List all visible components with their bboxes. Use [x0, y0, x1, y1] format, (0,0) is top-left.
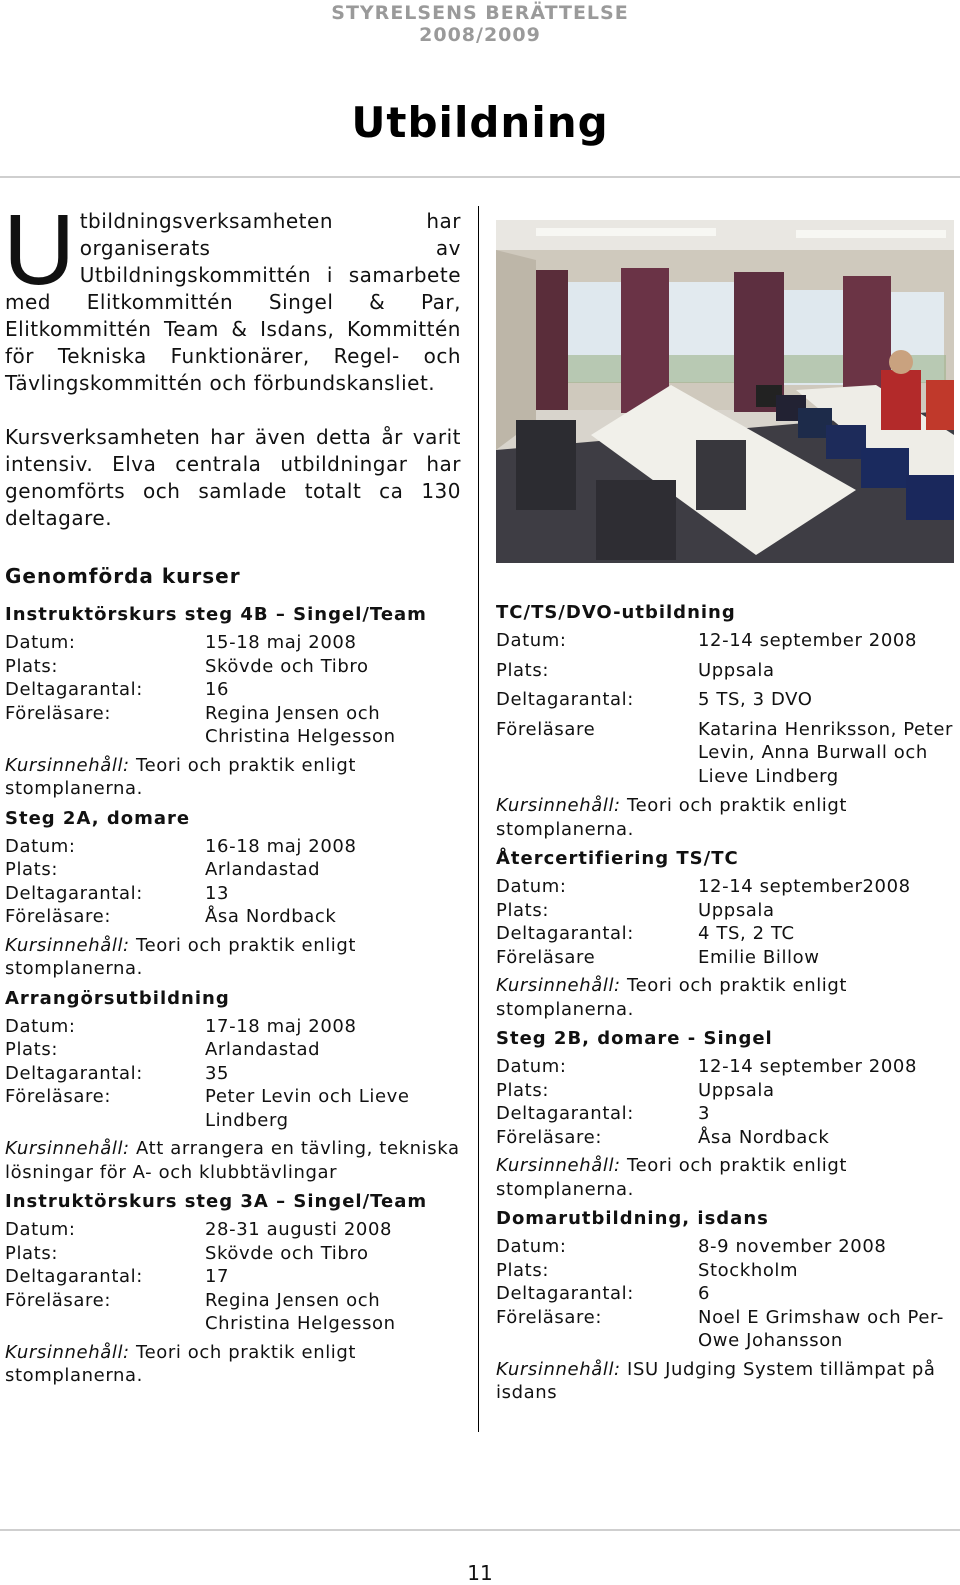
row-value: 13 — [205, 882, 230, 904]
row-value: 8-9 november 2008 — [698, 1236, 887, 1257]
course-row — [496, 1235, 956, 1259]
course-row — [5, 678, 470, 702]
intro-paragraph-2: Kursverksamheten har även detta år varit intensiv. Elva centrala utbildningar har genomförts och samlade totalt ca 130 deltagare. — [5, 425, 461, 530]
content-label: Kursinnehåll: — [5, 754, 130, 776]
course-row — [496, 1306, 956, 1353]
page-number: 11 — [467, 1561, 493, 1585]
row-value: Skövde och Tibro — [205, 655, 369, 677]
row-label: Plats: — [5, 655, 58, 677]
course-row — [496, 946, 956, 970]
row-label: Föreläsare: — [496, 1306, 602, 1328]
course-row — [5, 631, 470, 655]
row-value: Peter Levin och Lieve Lindberg — [205, 1086, 410, 1131]
row-label: Deltagarantal: — [5, 882, 143, 904]
course-row — [496, 899, 956, 923]
row-value: 12-14 september 2008 — [698, 630, 917, 651]
course-rows — [496, 1235, 956, 1353]
row-value: 16 — [205, 679, 230, 700]
classroom-photo — [496, 220, 954, 563]
course-content — [5, 934, 470, 981]
row-label: Plats: — [5, 1242, 58, 1264]
row-label: Datum: — [5, 1015, 76, 1037]
row-label: Föreläsare: — [5, 702, 111, 724]
content-label: Kursinnehåll: — [5, 934, 130, 956]
course-row — [5, 1085, 470, 1132]
row-value: 12-14 september2008 — [698, 876, 911, 897]
row-value: Åsa Nordback — [205, 906, 337, 927]
course-title: TC/TS/DVO-utbildning — [496, 602, 736, 623]
row-label: Plats: — [496, 1079, 549, 1101]
course-row — [5, 858, 470, 882]
intro-text — [3, 194, 461, 559]
row-value: Arlandastad — [205, 1039, 321, 1060]
row-value: Katarina Henriksson, Peter Levin, Anna Burwall och Lieve Lindberg — [698, 718, 954, 787]
intro-paragraph-1-text: tbildningsverksamheten har organiserats av Utbildningskommittén i samarbete med Elitkommittén Singel & Par, Elitkommittén Team & Isdans, Kommittén för Tekniska Funktionärer, Regel- och Tävlingskommittén och förbundskansliet. — [5, 209, 461, 395]
course-row — [5, 702, 470, 749]
course-row — [5, 905, 470, 929]
course-content — [496, 1358, 956, 1405]
content-label: Kursinnehåll: — [496, 1358, 621, 1380]
drop-cap: U — [3, 194, 76, 306]
course-row — [496, 688, 956, 712]
footer-divider — [0, 1529, 960, 1531]
content-label: Kursinnehåll: — [496, 795, 621, 816]
page-title: Utbildning — [351, 98, 609, 147]
row-label: Plats: — [496, 1259, 549, 1281]
row-value: Åsa Nordback — [698, 1126, 830, 1148]
course-block — [496, 1027, 956, 1201]
course-row — [5, 1038, 470, 1062]
row-value: 35 — [205, 1062, 230, 1084]
course-row — [5, 1265, 470, 1289]
row-label: Deltagarantal: — [496, 1103, 634, 1124]
row-label: Deltagarantal: — [496, 1283, 634, 1304]
course-row — [496, 629, 956, 653]
course-block — [5, 1190, 470, 1388]
intro-paragraph-1 — [3, 194, 461, 397]
course-content — [5, 1341, 470, 1388]
row-label: Datum: — [5, 632, 76, 653]
row-label: Föreläsare — [496, 946, 596, 968]
row-value: 3 — [698, 1103, 711, 1124]
row-label: Deltagarantal: — [5, 1266, 143, 1287]
course-row — [5, 1015, 470, 1039]
content-text: Teori och praktik enligt stomplanerna. — [5, 934, 357, 979]
course-content — [496, 1154, 956, 1201]
row-value: 17-18 maj 2008 — [205, 1015, 357, 1037]
course-block — [496, 847, 956, 1021]
course-title: Återcertifiering TS/TC — [496, 848, 739, 869]
column-divider — [478, 206, 479, 1432]
row-label: Deltagarantal: — [5, 1062, 143, 1084]
row-label: Deltagarantal: — [496, 923, 634, 944]
row-value: 17 — [205, 1266, 230, 1287]
report-header — [0, 2, 960, 46]
course-row — [496, 1102, 956, 1126]
course-row — [496, 1079, 956, 1103]
row-label: Föreläsare — [496, 718, 596, 740]
course-row — [5, 835, 470, 859]
course-row — [5, 1242, 470, 1266]
section-heading: Genomförda kurser — [5, 564, 241, 588]
content-label: Kursinnehåll: — [5, 1341, 130, 1363]
row-label: Föreläsare: — [496, 1126, 602, 1148]
course-content — [5, 754, 470, 801]
row-value: Regina Jensen och Christina Helgesson — [205, 702, 396, 747]
row-value: Stockholm — [698, 1259, 799, 1281]
course-block — [5, 603, 470, 801]
course-row — [5, 1218, 470, 1242]
row-label: Föreläsare: — [5, 1086, 111, 1107]
course-row — [496, 718, 956, 789]
content-text: Teori och praktik enligt stomplanerna. — [496, 1155, 848, 1200]
course-content — [496, 794, 956, 841]
content-label: Kursinnehåll: — [5, 1138, 130, 1159]
row-value: 28-31 augusti 2008 — [205, 1219, 393, 1240]
row-value: Regina Jensen och Christina Helgesson — [205, 1289, 396, 1334]
row-label: Datum: — [496, 1056, 567, 1077]
row-value: 6 — [698, 1283, 711, 1304]
course-rows — [496, 875, 956, 969]
row-value: 15-18 maj 2008 — [205, 632, 357, 653]
row-value: Skövde och Tibro — [205, 1242, 369, 1264]
course-row — [496, 922, 956, 946]
content-text: Teori och praktik enligt stomplanerna. — [5, 754, 357, 799]
content-text: Att arrangera en tävling, tekniska lösningar för A- och klubbtävlingar — [5, 1138, 460, 1183]
content-text: Teori och praktik enligt stomplanerna. — [496, 975, 848, 1020]
course-row — [496, 1282, 956, 1306]
course-title: Arrangörsutbildning — [5, 987, 230, 1009]
row-value: Uppsala — [698, 899, 775, 921]
row-label: Datum: — [496, 876, 567, 897]
header-line-1: STYRELSENS BERÄTTELSE — [331, 2, 629, 24]
course-row — [496, 1259, 956, 1283]
row-label: Plats: — [5, 1039, 58, 1060]
course-content — [496, 974, 956, 1021]
course-block — [5, 987, 470, 1185]
content-text: Teori och praktik enligt stomplanerna. — [5, 1341, 357, 1386]
course-row — [496, 659, 956, 683]
course-row — [5, 882, 470, 906]
title-divider — [0, 176, 960, 178]
course-title: Steg 2B, domare - Singel — [496, 1028, 773, 1049]
row-value: 12-14 september 2008 — [698, 1056, 917, 1077]
right-column — [496, 601, 956, 1411]
row-label: Föreläsare: — [5, 1289, 111, 1311]
row-label: Datum: — [496, 1236, 567, 1257]
course-row — [496, 875, 956, 899]
content-label: Kursinnehåll: — [496, 1155, 621, 1176]
course-rows — [496, 1055, 956, 1149]
course-title: Steg 2A, domare — [5, 807, 191, 829]
row-label: Plats: — [496, 899, 549, 921]
row-label: Datum: — [496, 630, 567, 651]
row-value: Noel E Grimshaw och Per-Owe Johansson — [698, 1306, 944, 1351]
row-label: Plats: — [5, 859, 58, 880]
row-label: Deltagarantal: — [496, 689, 634, 710]
content-text: ISU Judging System tillämpat på isdans — [496, 1358, 936, 1403]
row-label: Datum: — [5, 1219, 76, 1240]
course-content — [5, 1137, 470, 1184]
row-label: Föreläsare: — [5, 906, 111, 927]
course-block — [5, 807, 470, 981]
course-block — [496, 601, 956, 841]
course-block — [496, 1207, 956, 1405]
course-row — [5, 655, 470, 679]
course-row — [496, 1126, 956, 1150]
course-title: Instruktörskurs steg 3A – Singel/Team — [5, 1191, 428, 1212]
row-value: Uppsala — [698, 1079, 775, 1101]
course-title: Instruktörskurs steg 4B – Singel/Team — [5, 604, 427, 625]
row-value: Arlandastad — [205, 859, 321, 880]
content-label: Kursinnehåll: — [496, 975, 621, 996]
row-value: 16-18 maj 2008 — [205, 835, 357, 857]
row-label: Deltagarantal: — [5, 679, 143, 700]
course-row — [496, 1055, 956, 1079]
course-row — [5, 1289, 470, 1336]
row-value: 5 TS, 3 DVO — [698, 689, 813, 710]
course-row — [5, 1062, 470, 1086]
header-line-2: 2008/2009 — [419, 24, 541, 46]
left-column — [5, 603, 470, 1394]
row-value: 4 TS, 2 TC — [698, 923, 795, 944]
course-title: Domarutbildning, isdans — [496, 1208, 769, 1229]
row-label: Datum: — [5, 835, 76, 857]
content-text: Teori och praktik enligt stomplanerna. — [496, 795, 848, 840]
row-value: Emilie Billow — [698, 946, 820, 968]
row-value: Uppsala — [698, 659, 775, 681]
row-label: Plats: — [496, 659, 549, 681]
